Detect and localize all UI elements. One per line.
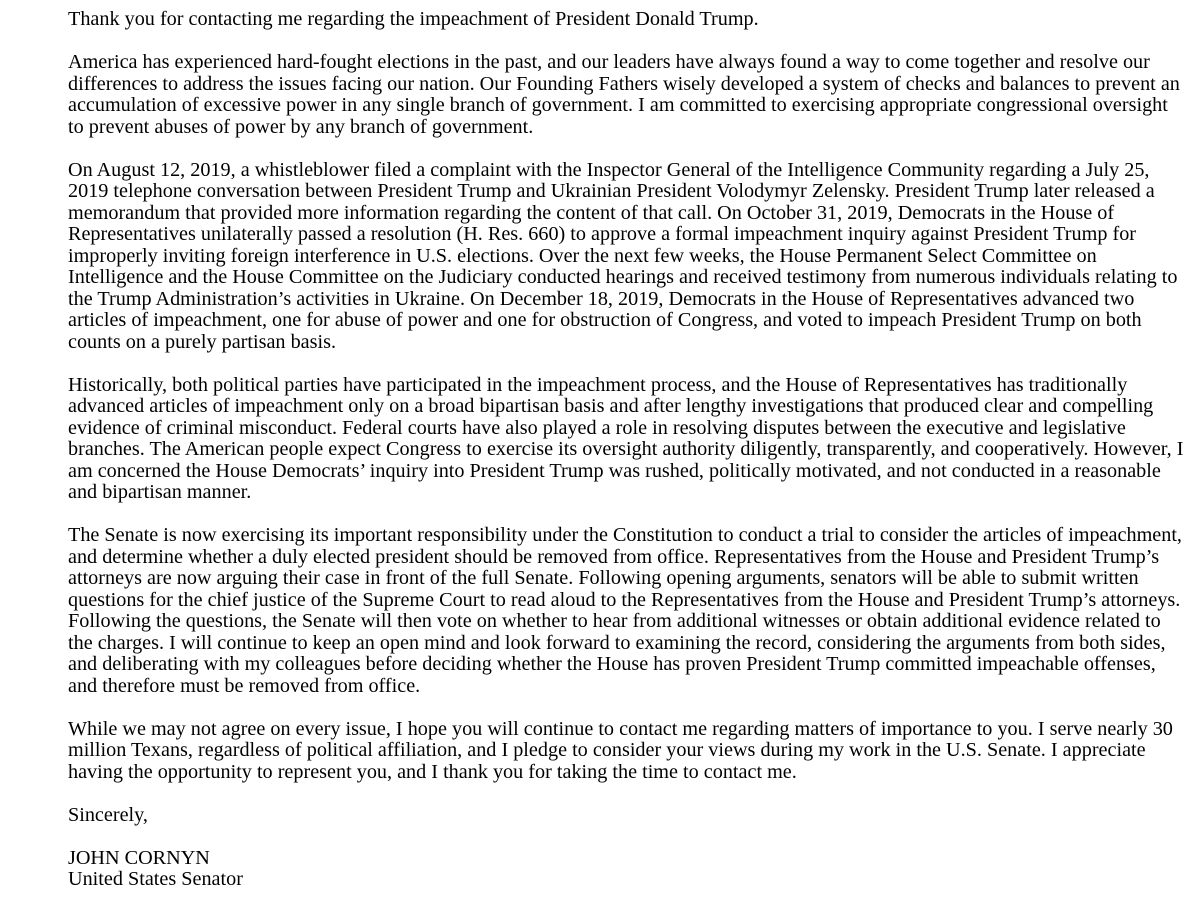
paragraph-senate-trial: The Senate is now exercising its important responsibility under the Constitution to conduct a trial to consider the articles of impeachment, and determine whether a duly elected president should be removed from office. Representatives from the House and President Trump’s attorneys are now arguing their case in front of the full Senate. Following opening arguments, senators will be able to submit written questions for the chief justice of the Supreme Court to read aloud to the Representatives from the House and President Trump’s attorneys. Following the questions, the Senate will then vote on whether to hear from additional witnesses or obtain additional evidence related to the charges. I will continue to keep an open mind and look forward to examining the record, considering the arguments from both sides, and deliberating with my colleagues before deciding whether the House has proven President Trump committed impeachable offenses, and therefore must be removed from office. [68,524,1182,697]
closing-salutation: Sincerely, [68,803,148,826]
paragraph-whistleblower: On August 12, 2019, a whistleblower filed a complaint with the Inspector General of the Intelligence Community regarding a July 25, 2019 telephone conversation between President Trump and Ukrainian President Volodymyr Zelensky. President Trump later released a memorandum that provided more information regarding the content of that call. On October 31, 2019, Democrats in the House of Representatives unilaterally passed a resolution (H. Res. 660) to approve a formal impeachment inquiry against President Trump for improperly inviting foreign interference in U.S. elections. Over the next few weeks, the House Permanent Select Committee on Intelligence and the House Committee on the Judiciary conducted hearings and received testimony from numerous individuals relating to the Trump Administration’s activities in Ukraine. On December 18, 2019, Democrats in the House of Representatives advanced two articles of impeachment, one for abuse of power and one for obstruction of Congress, and voted to impeach President Trump on both counts on a purely partisan basis. [68,158,1178,353]
signature-block [68,848,1188,891]
letter-body [68,9,1188,891]
signer-name: JOHN CORNYN [68,846,210,869]
paragraph-historical: Historically, both political parties have participated in the impeachment process, and the House of Representatives has traditionally advanced articles of impeachment only on a broad bipartisan basis and after lengthy investigations that produced clear and compelling evidence of criminal misconduct. Federal courts have also played a role in resolving disputes between the executive and legislative branches. The American people expect Congress to exercise its oversight authority diligently, transparently, and cooperatively. However, I am concerned the House Democrats’ inquiry into President Trump was rushed, politically motivated, and not conducted in a reasonable and bipartisan manner. [68,373,1184,503]
paragraph-greeting: Thank you for contacting me regarding the impeachment of President Donald Trump. [68,8,759,30]
paragraph-elections: America has experienced hard-fought elections in the past, and our leaders have always found a way to come together and resolve our differences to address the issues facing our nation. Our Founding Fathers wisely developed a system of checks and balances to prevent an accumulation of excessive power in any single branch of government. I am committed to exercising appropriate congressional oversight to prevent abuses of power by any branch of government. [68,51,1180,138]
signer-title: United States Senator [68,868,243,890]
paragraph-closing-remarks: While we may not agree on every issue, I hope you will continue to contact me regarding matters of importance to you. I serve nearly 30 million Texans, regardless of political affiliation, and I pledge to consider your views during my work in the U.S. Senate. I appreciate having the opportunity to represent you, and I thank you for taking the time to contact me. [68,717,1173,783]
